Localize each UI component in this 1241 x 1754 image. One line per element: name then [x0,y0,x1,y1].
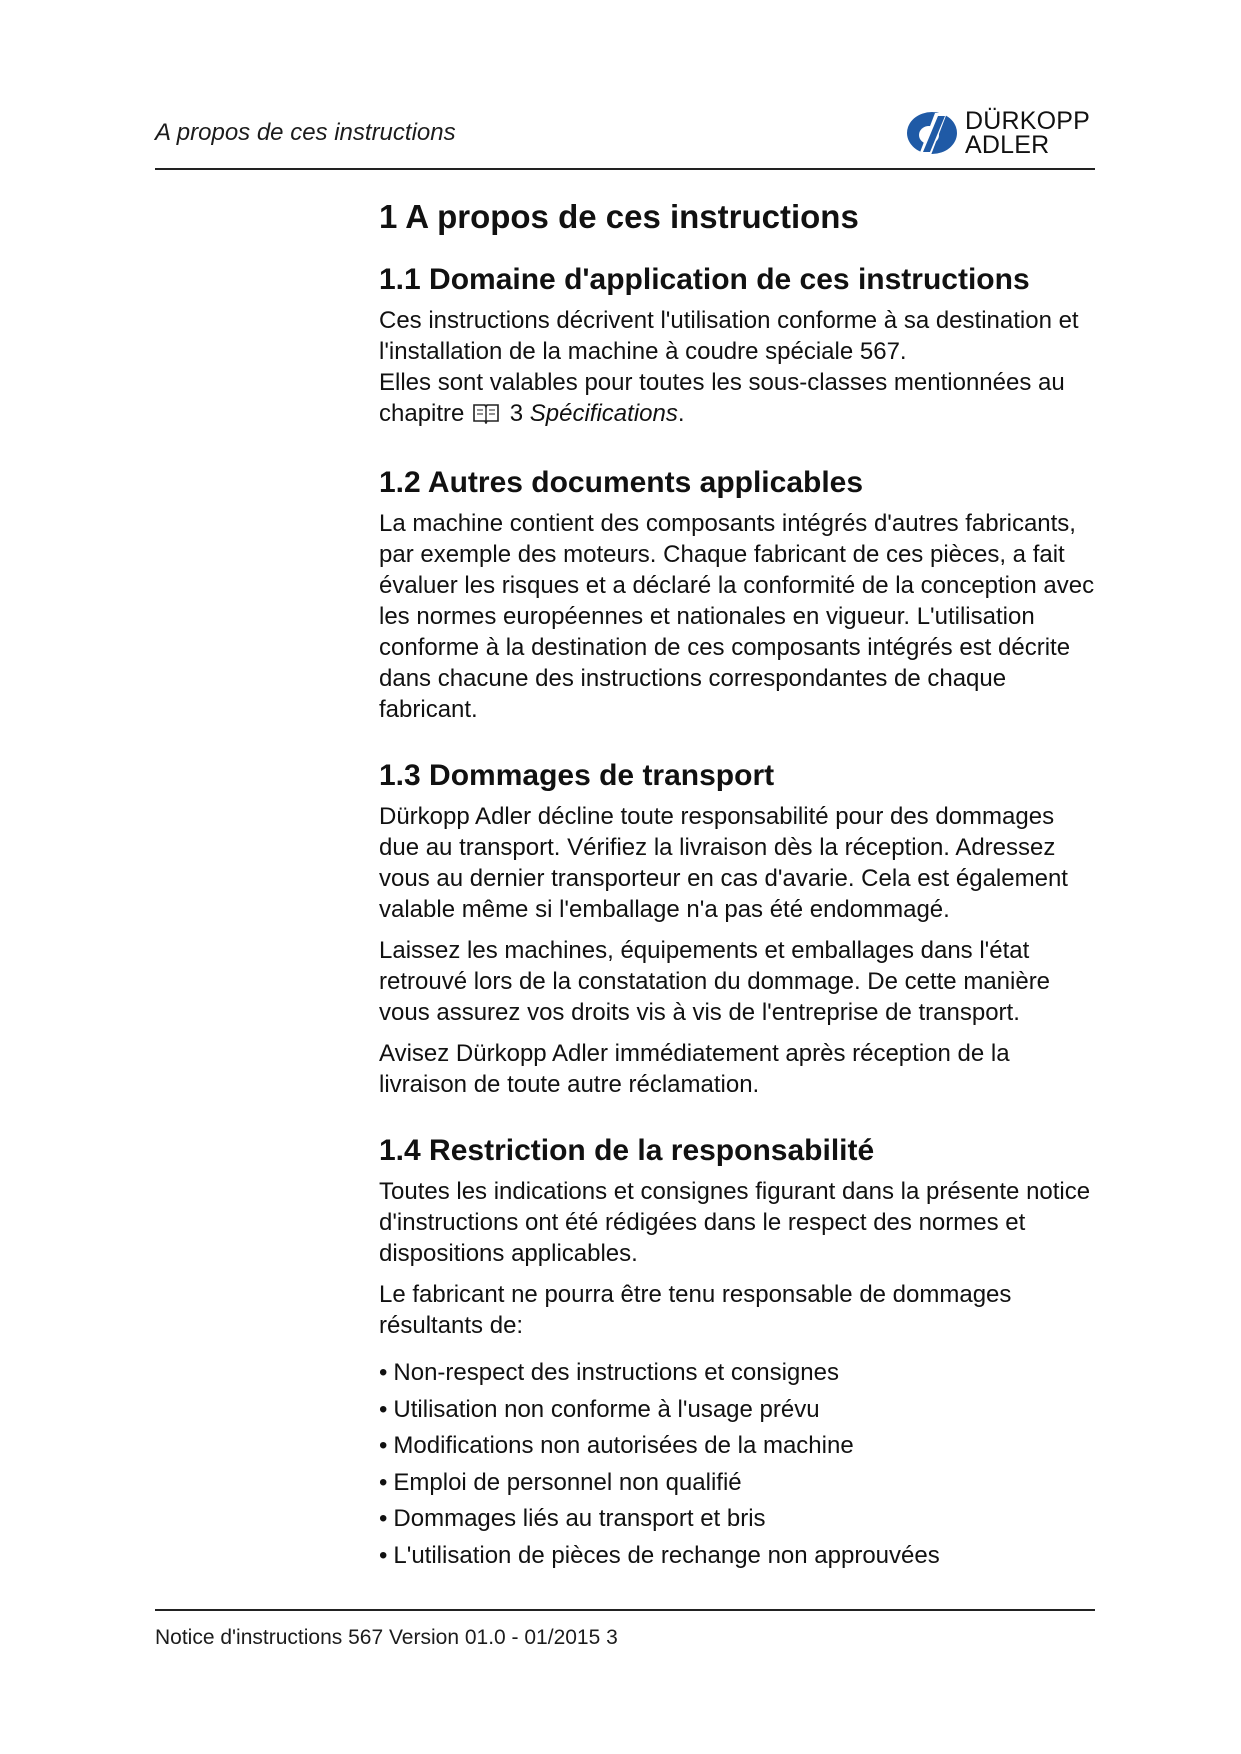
section-heading: 1.1 Domaine d'application de ces instructions [379,263,1030,296]
section-heading: 1.3 Dommages de transport [379,759,775,792]
footer-rule [155,1609,1095,1611]
durkopp-adler-logo [905,107,1095,159]
page-footer: Notice d'instructions 567 Version 01.0 - 01/2015 3 [155,1626,618,1649]
section-paragraph: Dürkopp Adler décline toute responsabilité pour des dommages due au transport. Vérifiez la livraison dès la réception. Adressez vous au dernier transporteur en cas d'avarie. Cela est également valable même si l'emballage n'a pas été endommagé. [379,803,1068,923]
section-paragraph: Laissez les machines, équipements et emballages dans l'état retrouvé lors de la constatation du dommage. De cette manière vous assurez vos droits vis à vis de l'entreprise de transport. [379,937,1051,1026]
reference-number[interactable]: 3 [509,400,524,427]
section-heading: 1.2 Autres documents applicables [379,466,864,499]
book-icon [473,401,499,432]
list-item: • Non-respect des instructions et consignes [379,1359,839,1386]
section-transport-damage [379,755,1099,1100]
logo-text-line2: ADLER [965,131,1050,159]
reference-title-link[interactable]: Spécifications [529,400,678,427]
main-content [379,195,1099,1605]
list-item: • Modifications non autorisées de la machine [379,1432,854,1460]
list-item: • L'utilisation de pièces de rechange non approuvées [379,1541,940,1569]
section-liability-restriction [379,1130,1099,1575]
section-paragraph: Le fabricant ne pourra être tenu responsable de dommages résultants de: [379,1281,1012,1339]
section-paragraph: La machine contient des composants intégrés d'autres fabricants, par exemple des moteurs. Chaque fabricant de ces pièces, a fait évaluer les risques et a déclaré la conformité de la conception avec les normes européennes et nationales en vigueur. L'utilisation conforme à la destination de ces composants intégrés est décrite dans chacune des instructions correspondantes de chaque fabricant. [379,510,1095,723]
section-paragraph: Toutes les indications et consignes figurant dans la présente notice d'instructions ont été rédigées dans le respect des normes et dispositions applicables. [379,1178,1091,1267]
section-scope [379,259,1099,432]
running-header-title: A propos de ces instructions [155,119,456,146]
list-item: • Emploi de personnel non qualifié [379,1468,742,1496]
section-other-documents [379,462,1099,725]
header-rule [155,168,1095,170]
chapter-title: 1 A propos de ces instructions [379,198,859,235]
section-paragraph: Ces instructions décrivent l'utilisation conforme à sa destination et l'installation de la machine à coudre spéciale 567. [379,307,1079,365]
reference-period: . [677,400,685,427]
section-heading: 1.4 Restriction de la responsabilité [379,1134,875,1167]
section-paragraph-with-reference [379,367,1099,432]
list-item: • Utilisation non conforme à l'usage prévu [379,1395,820,1423]
list-item: • Dommages liés au transport et bris [379,1505,766,1533]
reference-lead-text: Elles sont valables pour toutes les sous-classes mentionnées au chapitre [379,369,1065,427]
logo-mark-icon [905,109,963,157]
liability-bullet-list [379,1355,1099,1575]
section-paragraph: Avisez Dürkopp Adler immédiatement après réception de la livraison de toute autre réclamation. [379,1040,1010,1098]
logo-text-line1: DÜRKOPP [965,107,1091,135]
